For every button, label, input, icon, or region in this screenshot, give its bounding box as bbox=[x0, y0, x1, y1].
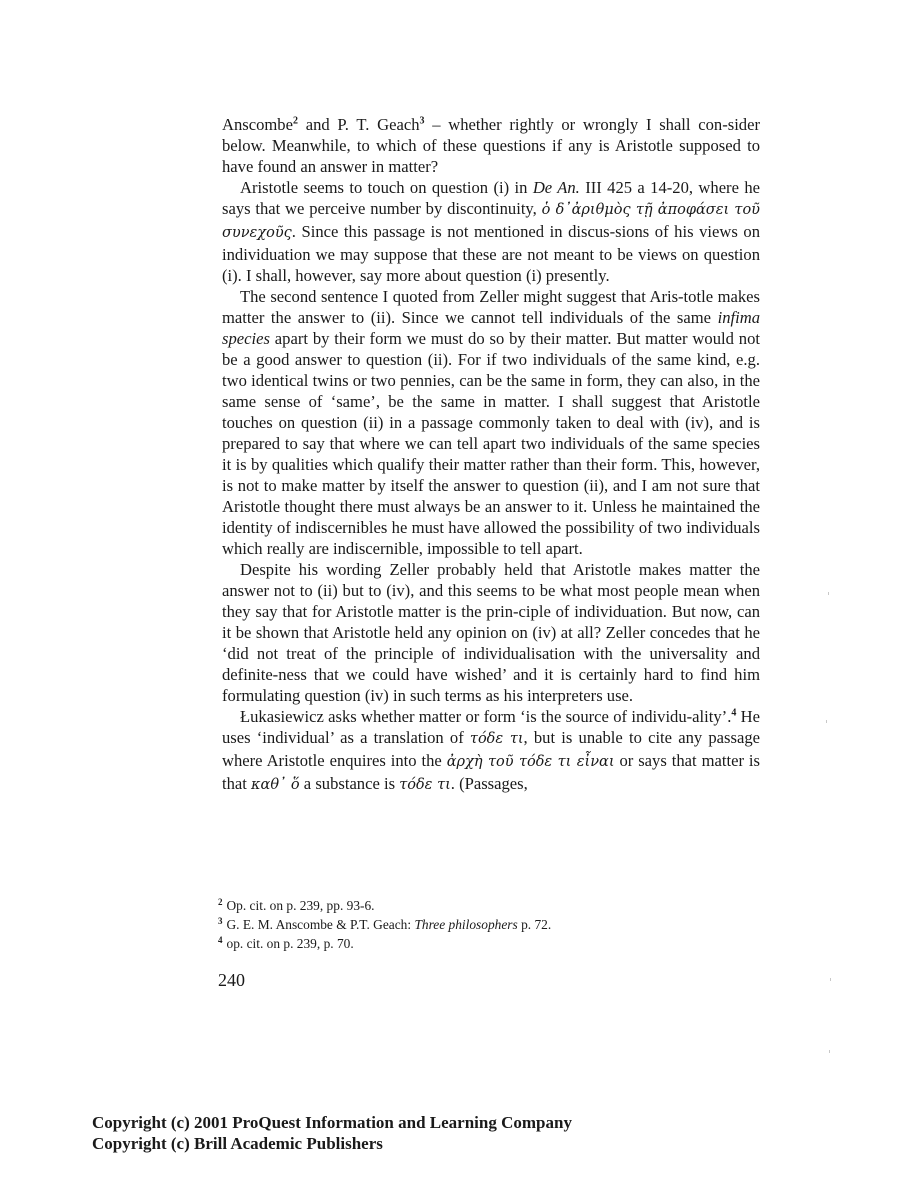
text-span: Łukasiewicz asks whether matter or form ‘is the source of individu-ality’. bbox=[240, 707, 732, 726]
paragraph-2 bbox=[222, 177, 760, 286]
copyright-notice bbox=[92, 1112, 572, 1154]
text-span: apart by their form we must do so by their matter. But matter would not be a good answer to question (ii). For if two individuals of the same kind, e.g. two identical twins or two pennies, can be the same in form, they can also, in the same sense of ‘same’, be the same in matter. I shall suggest that Aristotle touches on question (ii) in a passage commonly taken to deal with (iv), and is prepared to say that where we can tell apart two individuals of the same species it is by qualities which qualify their matter rather than their form. This, however, is not to make matter by itself the answer to question (ii), and I am not sure that Aristotle thought there must always be an answer to it. Unless he maintained the identity of indiscernibles he must have allowed the possibility of two individuals which really are indiscernible, impossible to tell apart. bbox=[222, 329, 760, 558]
scan-speck bbox=[826, 720, 827, 723]
scan-speck bbox=[828, 592, 829, 595]
footnote-ref-2[interactable]: 2 bbox=[292, 115, 298, 127]
paragraph-1 bbox=[222, 114, 760, 177]
copyright-line-2: Copyright (c) Brill Academic Publishers bbox=[92, 1134, 383, 1153]
text-span: a substance is bbox=[299, 774, 400, 793]
footnote-3 bbox=[218, 915, 758, 934]
greek-term: καθ᾽ ὅ bbox=[251, 777, 300, 793]
latin-term: infima species bbox=[222, 308, 760, 348]
footnote-number: 4 bbox=[218, 934, 223, 945]
text-span: III 425 a 14-20, where he says that we perceive number by discontinuity, bbox=[222, 178, 760, 218]
greek-term: ἀρχὴ τοῦ τόδε τι εἶναι bbox=[446, 754, 615, 770]
copyright-line-1: Copyright (c) 2001 ProQuest Information and Learning Company bbox=[92, 1113, 572, 1132]
text-span: . Since this passage is not mentioned in discus-sions of his views on individuation we may suppose that these are not meant to be views on question (i). I shall, however, say more about question (i) presently. bbox=[222, 222, 760, 285]
text-span: Anscombe bbox=[222, 115, 293, 134]
greek-quotation: ὁ δ᾽ἀριθμὸς τῇ ἀποφάσει τοῦ συνεχοῦς bbox=[222, 202, 760, 241]
footnote-text: G. E. M. Anscombe & P.T. Geach: bbox=[226, 917, 415, 932]
text-span: and P. T. Geach bbox=[297, 115, 420, 134]
scan-speck bbox=[830, 978, 831, 981]
text-span: Aristotle seems to touch on question (i) in bbox=[240, 178, 533, 197]
text-span: He uses ‘individual’ as a translation of bbox=[222, 707, 760, 747]
paragraph-4: Despite his wording Zeller probably held that Aristotle makes matter the answer not to (ii) but to (iv), and this seems to be what most people mean when they say that for Aristotle matter is the prin-ciple of individuation. But now, can it be shown that Aristotle held any opinion on (iv) at all? Zeller concedes that he ‘did not treat of the principle of individualisation with the universality and definite-ness that we could have wished’ and it is certainly hard to find him formulating question (iv) in such terms as his interpreters use. bbox=[222, 560, 760, 705]
paragraph-5 bbox=[222, 706, 760, 796]
paragraph-3 bbox=[222, 286, 760, 559]
footnote-ref-3[interactable]: 3 bbox=[419, 115, 425, 127]
page-number: 240 bbox=[218, 970, 245, 990]
footnote-number: 3 bbox=[218, 915, 223, 926]
footnote-text: p. 72. bbox=[517, 917, 552, 932]
body-text bbox=[222, 114, 760, 796]
footnotes bbox=[218, 896, 758, 953]
greek-term: τόδε τι bbox=[469, 731, 524, 747]
footnote-ref-4[interactable]: 4 bbox=[731, 707, 737, 719]
footnote-2 bbox=[218, 896, 758, 915]
footnote-number: 2 bbox=[218, 896, 223, 907]
text-span: or says that matter is that bbox=[222, 751, 760, 793]
footnote-text: op. cit. on p. 239, p. 70. bbox=[226, 936, 354, 951]
text-span: , but is unable to cite any passage where Aristotle enquires into the bbox=[222, 728, 760, 770]
text-span: – whether rightly or wrongly I shall con-sider below. Meanwhile, to which of these questions if any is Aristotle supposed to have found an answer in matter? bbox=[222, 115, 760, 176]
text-span: The second sentence I quoted from Zeller might suggest that Aris-totle makes matter the answer to (ii). Since we cannot tell individuals of the same bbox=[222, 287, 760, 327]
greek-term: τόδε τι bbox=[399, 777, 451, 793]
footnote-4 bbox=[218, 934, 758, 953]
book-title: Three philosophers bbox=[414, 917, 518, 932]
work-title: De An. bbox=[532, 178, 580, 197]
scan-speck bbox=[829, 1050, 830, 1053]
footnote-text: Op. cit. on p. 239, pp. 93-6. bbox=[226, 898, 375, 913]
text-span: . (Passages, bbox=[450, 774, 528, 793]
